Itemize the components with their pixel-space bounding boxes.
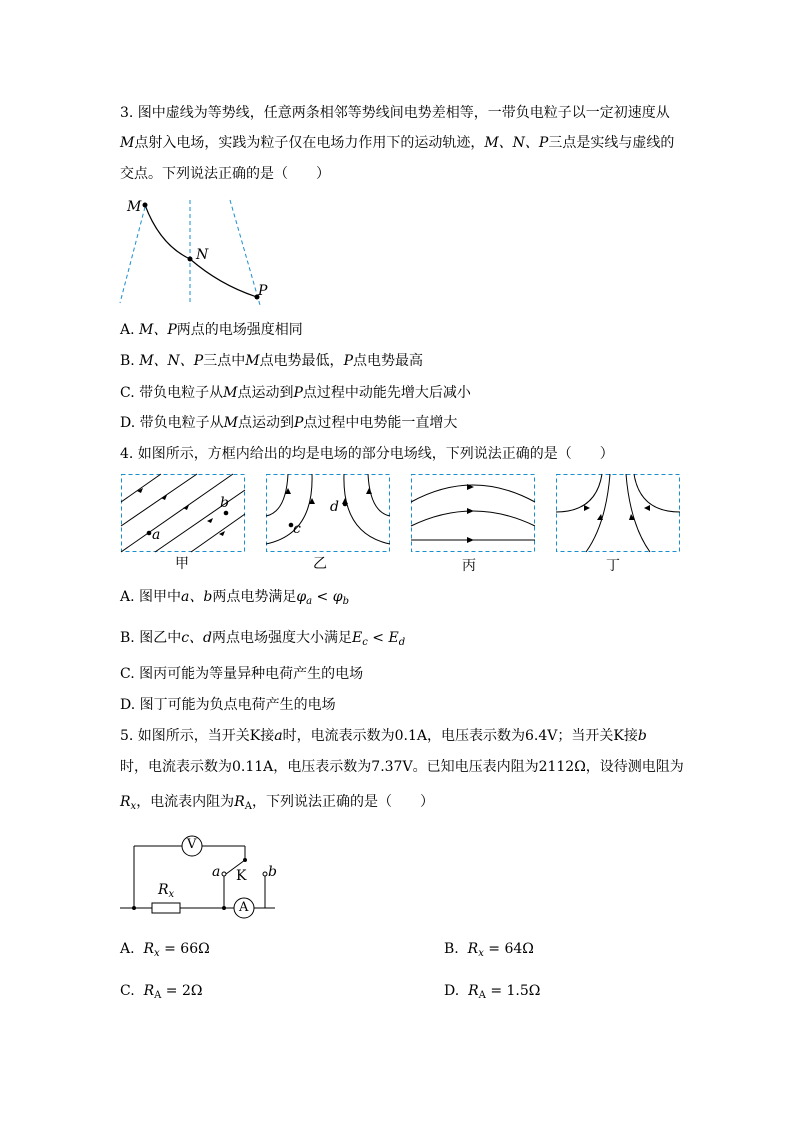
- ra-symbol: R: [468, 983, 479, 999]
- panel-yi-field-lines: [266, 474, 390, 552]
- panel-label-ding: 丁: [606, 558, 620, 574]
- opt-value: = 1.5Ω: [485, 983, 541, 999]
- ra-symbol: R: [143, 983, 155, 999]
- opt-text: 点过程中动能先增大后减小: [302, 385, 471, 401]
- q5-stem-line2: 时，电流表示数为0.11A，电压表示数为7.37V。已知电压表内阻为2112Ω，设待测电阻为: [120, 759, 684, 775]
- opt-text: 两点电场强度大小满足: [212, 630, 353, 646]
- q3-var-m: M: [120, 135, 135, 151]
- label-m: M: [127, 199, 142, 215]
- q3-vars-mnp: M、N、P: [484, 135, 549, 151]
- q3-text: 三点是实线与虚线的: [548, 135, 675, 151]
- terminal-a-label: a: [212, 864, 221, 880]
- q4-stem: 4. 如图所示，方框内给出的均是电场的部分电场线，下列说法正确的是（ ）: [120, 446, 614, 462]
- phi-symbol: φ: [296, 589, 307, 605]
- subscript: b: [342, 596, 349, 607]
- operator: <: [367, 630, 389, 646]
- q5-var: a: [274, 728, 283, 744]
- opt-text: D. 带负电粒子从: [120, 415, 224, 431]
- switch-label: K: [236, 868, 247, 884]
- q4-option-c[interactable]: C. 图丙可能为等量异种电荷产生的电场: [120, 666, 364, 682]
- opt-text: 点电势最高: [352, 353, 423, 369]
- pt-label-d: d: [330, 499, 339, 515]
- opt-text: 点电势最低，: [259, 353, 344, 369]
- point-n: [188, 257, 193, 262]
- opt-label: C.: [120, 983, 135, 999]
- equipotential-line-right: [230, 200, 260, 305]
- q5-option-b[interactable]: [444, 939, 534, 964]
- q4-option-b[interactable]: [120, 628, 405, 653]
- e-symbol: E: [388, 630, 399, 646]
- opt-var: a、b: [181, 589, 213, 605]
- opt-var: M: [223, 415, 238, 431]
- subscript: A: [478, 990, 486, 1001]
- subscript: x: [168, 889, 175, 900]
- opt-text: B. 图乙中: [120, 630, 182, 646]
- opt-var: M、N、P: [139, 353, 204, 369]
- terminal-b-label: b: [268, 864, 277, 880]
- q3-option-c[interactable]: [120, 383, 471, 403]
- rx-symbol: R: [467, 941, 479, 957]
- panel-label-bing: 丙: [462, 558, 476, 574]
- voltmeter-label: V: [187, 837, 197, 852]
- panel-label-jia: 甲: [175, 556, 189, 572]
- q5-circuit-diagram: [120, 830, 290, 925]
- q5-option-c[interactable]: [120, 981, 203, 1006]
- rx-symbol: R: [143, 941, 155, 957]
- point-a: [147, 531, 152, 536]
- opt-text: 点过程中电势能一直增大: [303, 415, 458, 431]
- opt-text: A. 图甲中: [120, 589, 182, 605]
- opt-text: 点运动到: [237, 415, 294, 431]
- opt-label: A.: [120, 941, 135, 957]
- opt-value: = 2Ω: [161, 983, 203, 999]
- q5-text: ，电流表内阻为: [136, 794, 235, 810]
- q3-text: 点射入电场，实践为粒子仅在电场力作用下的运动轨迹，: [134, 135, 485, 151]
- opt-var: P: [293, 415, 304, 431]
- panel-bing-field-lines: [411, 474, 535, 552]
- q5-option-a[interactable]: [120, 939, 210, 964]
- q3-stem-line1: 3. 图中虚线为等势线，任意两条相邻等势线间电势差相等，一带负电粒子以一定初速度从: [120, 105, 670, 121]
- pt-label-c: c: [293, 521, 301, 537]
- subscript: A: [244, 801, 252, 812]
- q5-text: 时，电流表示数为0.1A，电压表示数为6.4V；当开关K接: [282, 728, 638, 744]
- q5-var: b: [637, 728, 647, 744]
- rx-letter: R: [158, 882, 169, 898]
- q3-option-a[interactable]: [120, 320, 303, 340]
- opt-text: 两点电势满足: [212, 589, 297, 605]
- opt-value: = 64Ω: [483, 941, 534, 957]
- opt-var: P: [293, 385, 303, 401]
- opt-var: M: [223, 385, 238, 401]
- panel-jia-field-lines: [121, 474, 245, 552]
- subscript: A: [154, 990, 162, 1001]
- q5-option-d[interactable]: [444, 981, 540, 1006]
- pt-label-a: a: [152, 527, 161, 543]
- point-m: [143, 203, 148, 208]
- operator: <: [312, 589, 333, 605]
- subscript: x: [154, 948, 160, 959]
- opt-label: D.: [444, 983, 460, 999]
- opt-var: P: [343, 353, 353, 369]
- panel-ding-field-lines: [556, 474, 680, 552]
- subscript: x: [130, 801, 137, 812]
- panel-label-yi: 乙: [313, 556, 327, 572]
- opt-text: 三点中: [203, 353, 246, 369]
- opt-var: c、d: [181, 630, 213, 646]
- opt-value: = 66Ω: [159, 941, 210, 957]
- opt-var: M、P: [139, 322, 177, 338]
- opt-var: M: [245, 353, 260, 369]
- q4-option-d[interactable]: D. 图丁可能为负点电荷产生的电场: [120, 697, 336, 713]
- q5-stem-line3: [120, 792, 434, 817]
- q4-option-a[interactable]: [120, 587, 349, 612]
- e-symbol: E: [352, 630, 363, 646]
- q5-text: 5. 如图所示，当开关K接: [120, 728, 275, 744]
- opt-text: C. 带负电粒子从: [120, 385, 224, 401]
- resistor-rx: [152, 903, 180, 913]
- opt-label: B.: [444, 941, 459, 957]
- q3-option-b[interactable]: [120, 351, 423, 371]
- pt-label-b: b: [220, 495, 229, 511]
- equipotential-line-left: [120, 207, 145, 303]
- opt-label: A.: [120, 322, 140, 338]
- subscript: x: [478, 948, 484, 959]
- label-n: N: [196, 247, 209, 263]
- ammeter-label: A: [239, 900, 249, 915]
- q3-stem-line2: [120, 133, 674, 153]
- rx-symbol: R: [120, 794, 131, 810]
- subscript: d: [398, 637, 406, 648]
- point-b: [224, 511, 229, 516]
- label-p: P: [258, 283, 268, 299]
- subscript: c: [362, 637, 368, 648]
- q5-text: ，下列说法正确的是（ ）: [251, 794, 434, 810]
- ra-symbol: R: [234, 794, 245, 810]
- opt-label: B.: [120, 353, 140, 369]
- q5-stem-line1: [120, 726, 647, 746]
- q3-stem-line3: 交点。下列说法正确的是（ ）: [120, 166, 330, 182]
- opt-text: 两点的电场强度相同: [176, 322, 303, 338]
- resistor-label: [158, 882, 174, 900]
- phi-symbol: φ: [332, 589, 343, 605]
- point-d: [343, 502, 348, 507]
- q3-option-d[interactable]: [120, 413, 457, 433]
- opt-text: 点运动到: [237, 385, 294, 401]
- subscript: a: [306, 596, 313, 607]
